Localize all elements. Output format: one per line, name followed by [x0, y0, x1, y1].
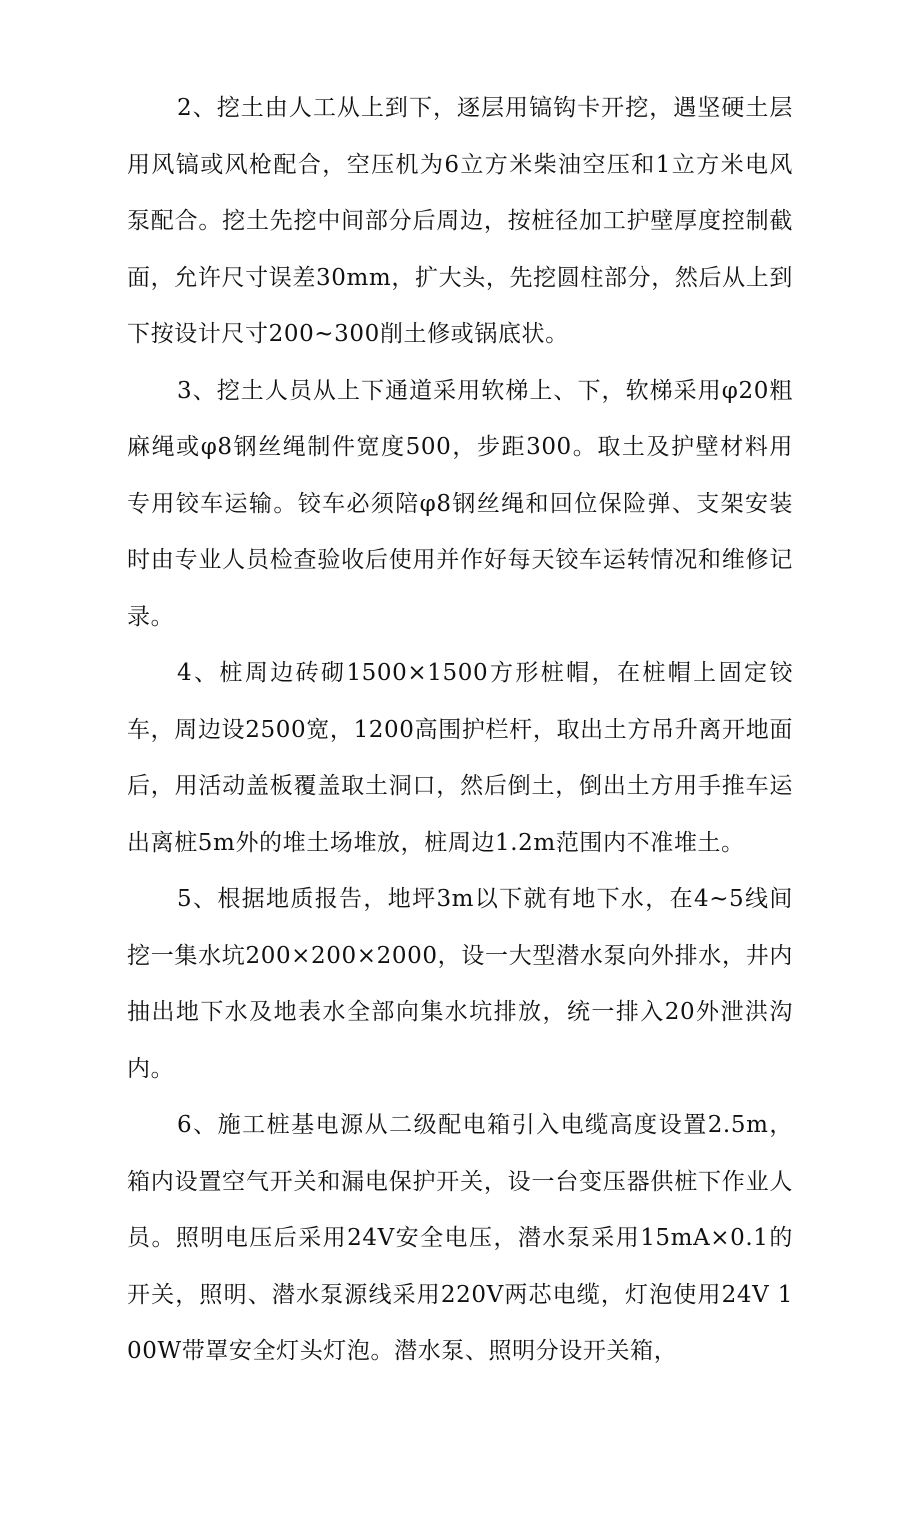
paragraph-5: 5、根据地质报告，地坪3m以下就有地下水，在4~5线间挖一集水坑200×200×2000，设一大型潜水泵向外排水，井内抽出地下水及地表水全部向集水坑排放，统一排入20外泄洪沟内。: [127, 886, 793, 1082]
paragraph-3: 3、挖土人员从上下通道采用软梯上、下，软梯采用φ20粗麻绳或φ8钢丝绳制件宽度500，步距300。取土及护壁材料用专用铰车运输。铰车必须陪φ8钢丝绳和回位保险弹、支架安装时由专业人员检查验收后使用并作好每天铰车运转情况和维修记录。: [127, 377, 793, 630]
document-body: [127, 80, 793, 1380]
paragraph-6: 6、施工桩基电源从二级配电箱引入电缆高度设置2.5m，箱内设置空气开关和漏电保护开关，设一台变压器供桩下作业人员。照明电压后采用24V安全电压，潜水泵采用15mA×0.1的开关，照明、潜水泵源线采用220V两芯电缆，灯泡使用24V 100W带罩安全灯头灯泡。潜水泵、照明分设开关箱，: [127, 1112, 793, 1364]
paragraph-2: 2、挖土由人工从上到下，逐层用镐钩卡开挖，遇坚硬土层用风镐或风枪配合，空压机为6立方米柴油空压和1立方米电风泵配合。挖土先挖中间部分后周边，按桩径加工护壁厚度控制截面，允许尺寸误差30mm，扩大头，先挖圆柱部分，然后从上到下按设计尺寸200~300削土修或锅底状。: [127, 95, 793, 347]
paragraph-4: 4、桩周边砖砌1500×1500方形桩帽，在桩帽上固定铰车，周边设2500宽，1200高围护栏杆，取出土方吊升离开地面后，用活动盖板覆盖取土洞口，然后倒土，倒出土方用手推车运出离桩5m外的堆土场堆放，桩周边1.2m范围内不准堆土。: [127, 660, 793, 856]
